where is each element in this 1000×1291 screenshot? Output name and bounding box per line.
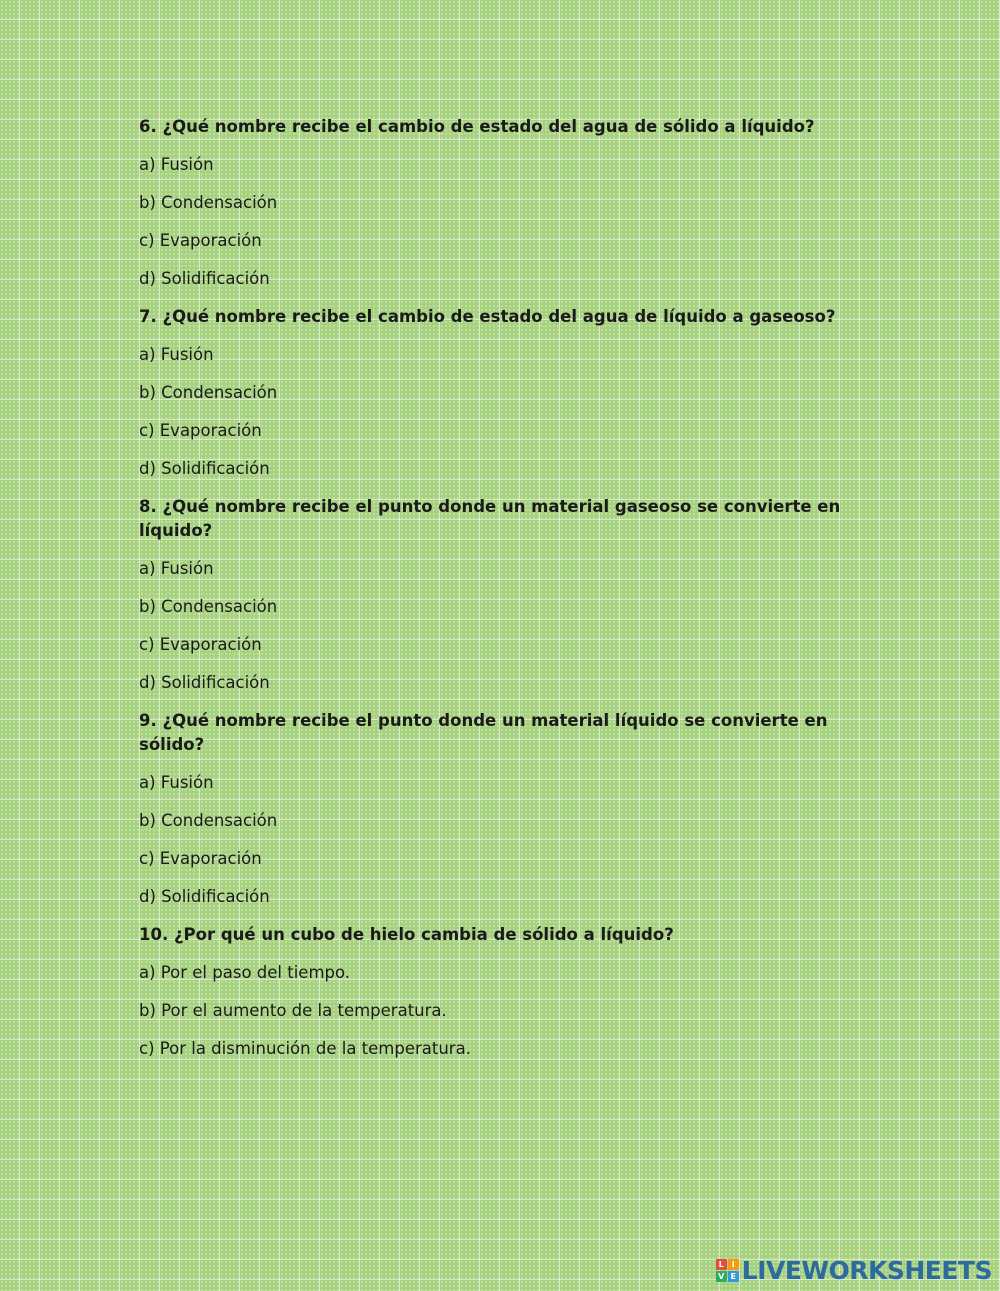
answer-option: a) Fusión [139,345,214,364]
question-8 [139,495,879,709]
question-text: 7. ¿Qué nombre recibe el cambio de estado del agua de líquido a gaseoso? [139,307,836,326]
question-9 [139,709,879,923]
liveworksheets-watermark [716,1255,992,1285]
answer-option: a) Fusión [139,155,214,174]
question-text: 9. ¿Qué nombre recibe el punto donde un material líquido se convierte en sólido? [139,711,828,754]
question-6 [139,115,879,305]
answer-option: d) Solidificación [139,269,270,288]
answer-option: b) Condensación [139,193,278,212]
question-7 [139,305,879,495]
worksheet [139,115,879,1075]
brand-name: LIVEWORKSHEETS [741,1255,992,1285]
answer-option: a) Fusión [139,773,214,792]
answer-option: a) Por el paso del tiempo. [139,963,351,982]
logo-letter: V [716,1271,727,1282]
answer-option: b) Condensación [139,811,278,830]
logo-letter: I [728,1259,739,1270]
answer-option: d) Solidificación [139,887,270,906]
question-text: 8. ¿Qué nombre recibe el punto donde un material gaseoso se convierte en líquido? [139,497,841,540]
answer-option: b) Condensación [139,383,278,402]
question-10 [139,923,879,1075]
answer-option: d) Solidificación [139,459,270,478]
liveworksheets-logo-icon [716,1259,739,1282]
answer-option: d) Solidificación [139,673,270,692]
answer-option: a) Fusión [139,559,214,578]
answer-option: b) Por el aumento de la temperatura. [139,1001,447,1020]
answer-option: b) Condensación [139,597,278,616]
answer-option: c) Evaporación [139,635,262,654]
answer-option: c) Evaporación [139,231,262,250]
question-text: 10. ¿Por qué un cubo de hielo cambia de sólido a líquido? [139,925,674,944]
answer-option: c) Por la disminución de la temperatura. [139,1039,471,1058]
logo-letter: E [728,1271,739,1282]
logo-letter: L [716,1259,727,1270]
question-text: 6. ¿Qué nombre recibe el cambio de estado del agua de sólido a líquido? [139,117,815,136]
answer-option: c) Evaporación [139,849,262,868]
answer-option: c) Evaporación [139,421,262,440]
